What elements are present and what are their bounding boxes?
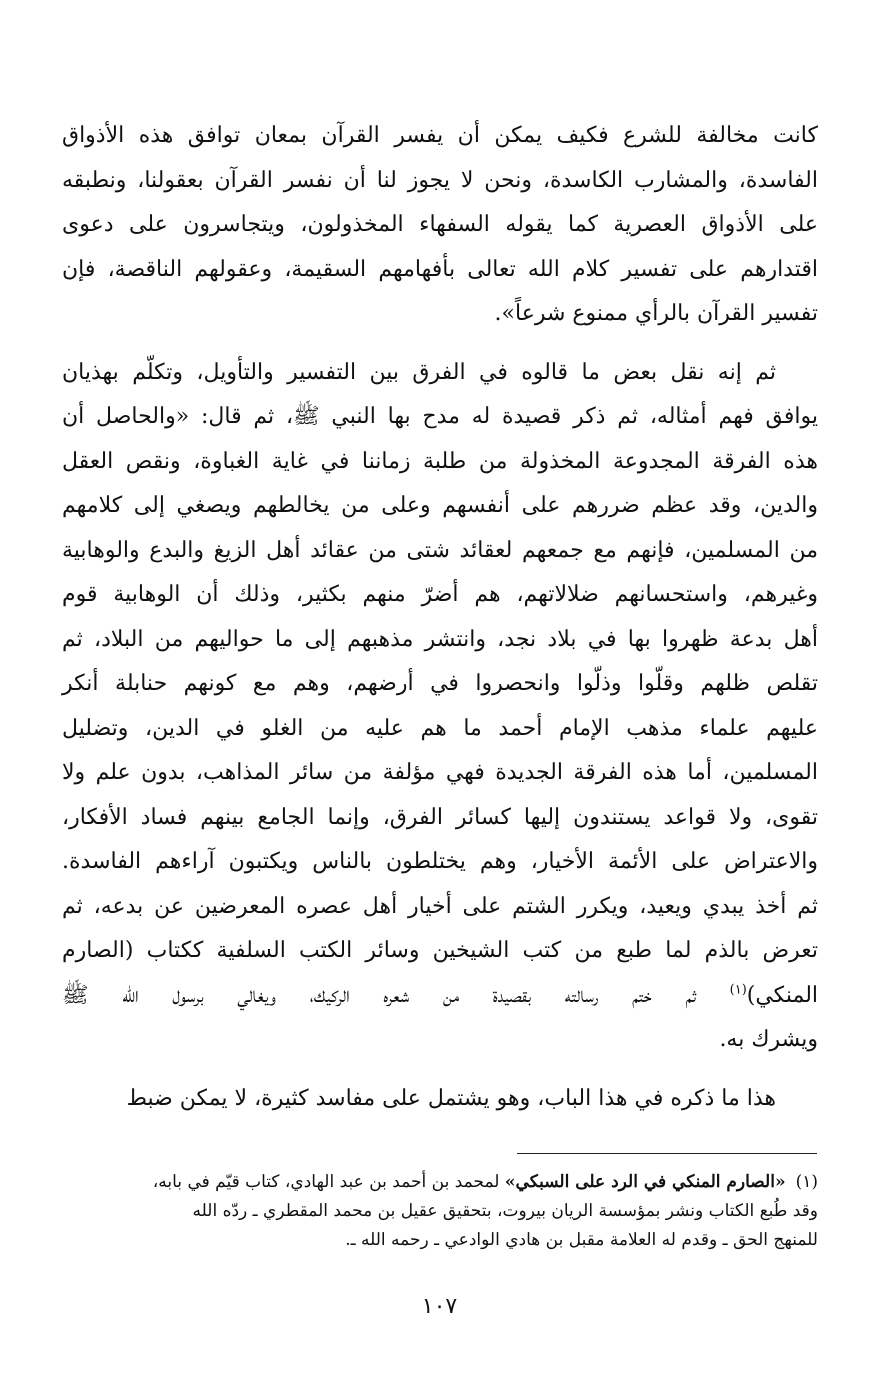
text-line: تعرض بالذم لما طبع من كتب الشيخين وسائر الكتب السلفية ككتاب (الصارم bbox=[62, 938, 818, 963]
text-line: ويشرك به. bbox=[719, 1027, 818, 1052]
text-line: يوافق فهم أمثاله، ثم ذكر قصيدة له مدح بها النبي ﷺ، ثم قال: «والحاصل أن bbox=[62, 404, 818, 429]
text-line: تقوى، ولا قواعد يستندون إليها كسائر الفرق، وإنما الجامع بينهم فساد الأفكار، bbox=[62, 804, 818, 830]
footnote-number: (١) bbox=[795, 1172, 818, 1192]
footnote-line: للمنهج الحق ـ وقدم له العلامة مقبل بن هادي الوادعي ـ رحمه الله ـ. bbox=[345, 1230, 818, 1250]
text-segment: المنكي) bbox=[746, 982, 819, 1008]
text-line: كانت مخالفة للشرع فكيف يمكن أن يفسر القرآن بمعان توافق هذه الأذواق bbox=[62, 123, 818, 148]
text-line: والاعتراض على الأئمة الأخيار، وهم يختلطون بالناس ويكتبون آراءهم الفاسدة. bbox=[62, 849, 818, 874]
text-line: على الأذواق العصرية كما يقوله السفهاء المخذولون، ويتجاسرون على دعوى bbox=[62, 212, 818, 237]
text-line bbox=[62, 974, 818, 1019]
text-line: تفسير القرآن بالرأي ممنوع شرعاً». bbox=[494, 301, 818, 326]
page-number: ١٠٧ bbox=[421, 1294, 458, 1319]
paragraph-3 bbox=[62, 1077, 818, 1122]
text-line: تقلص ظلهم وقلّوا وذلّوا وانحصروا في أرضهم، وهم مع كونهم حنابلة أنكر bbox=[62, 671, 818, 696]
text-line: هذا ما ذكره في هذا الباب، وهو يشتمل على مفاسد كثيرة، لا يمكن ضبط bbox=[126, 1085, 776, 1111]
text-line: ثم أخذ يبدي ويعيد، ويكرر الشتم على أخيار أهل عصره المعرضين عن بدعه، ثم bbox=[62, 893, 818, 919]
text-line: وغيرهم، واستحسانهم ضلالاتهم، هم أضرّ منهم بكثير، وذلك أن الوهابية قوم bbox=[62, 582, 818, 607]
footnote-reference[interactable]: (١) bbox=[729, 982, 747, 998]
paragraph-1 bbox=[62, 114, 818, 337]
text-line: عليهم علماء مذهب الإمام أحمد ما هم عليه من الغلو في الدين، وتضليل bbox=[62, 715, 818, 741]
footnote-separator bbox=[517, 1153, 817, 1154]
footnote-line: وقد طُبع الكتاب ونشر بمؤسسة الريان بيروت، بتحقيق عقيل بن محمد المقطري ـ ردّه الله bbox=[192, 1201, 818, 1221]
text-line: من المسلمين، فإنهم مع جمعهم لعقائد شتى من عقائد أهل الزيغ والبدع والوهابية bbox=[62, 537, 818, 563]
paragraph-2 bbox=[62, 351, 818, 1063]
footnote-line bbox=[62, 1168, 818, 1197]
text-line: المسلمين، أما هذه الفرقة الجديدة فهي مؤلفة من سائر المذاهب، بدون علم ولا bbox=[62, 760, 818, 785]
text-line: الفاسدة، والمشارب الكاسدة، ونحن لا يجوز لنا أن نفسر القرآن بعقولنا، ونطبقه bbox=[62, 167, 818, 193]
text-line: اقتدارهم على تفسير كلام الله تعالى بأفهامهم السقيمة، وعقولهم الناقصة، فإن bbox=[62, 256, 818, 282]
footnote-book-title: «الصارم المنكي في الرد على السبكي» bbox=[504, 1172, 786, 1192]
text-line: أهل بدعة ظهروا بها في بلاد نجد، وانتشر مذهبهم إلى ما حواليهم من البلاد، ثم bbox=[62, 626, 818, 652]
text-segment: ثم ختم رسالته بقصيدة من شعره الركيك، ويغالي برسول الله ﷺ bbox=[62, 982, 730, 1008]
text-line: ثم إنه نقل بعض ما قالوه في الفرق بين التفسير والتأويل، وتكلّم بهذيان bbox=[62, 359, 776, 385]
footnote-text: لمحمد بن أحمد بن عبد الهادي، كتاب قيّم في بابه، bbox=[152, 1172, 505, 1192]
footnote bbox=[62, 1168, 818, 1255]
text-line: والدين، وقد عظم ضررهم على أنفسهم وعلى من يخالطهم ويصغي إلى كلامهم bbox=[62, 493, 818, 518]
main-text bbox=[62, 114, 818, 1121]
text-line: هذه الفرقة المجدوعة المخذولة من طلبة زماننا في غاية الغباوة، ونقص العقل bbox=[62, 448, 818, 474]
